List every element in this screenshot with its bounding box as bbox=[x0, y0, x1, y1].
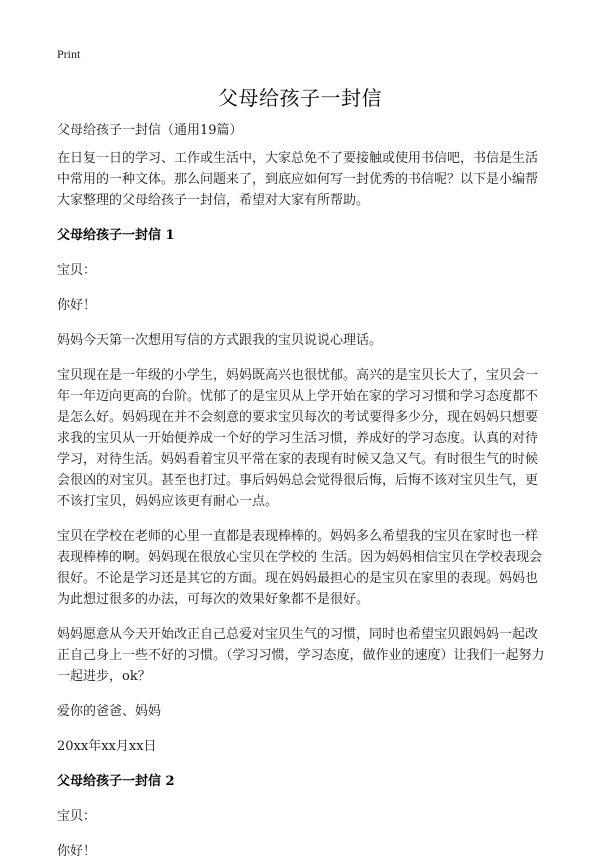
letter-2-greeting: 宝贝： bbox=[57, 809, 97, 824]
letter-2-hello: 你好！ bbox=[57, 844, 97, 859]
letter-1-date: 20xx年xx月xx日 bbox=[57, 739, 157, 754]
print-label: Print bbox=[57, 47, 81, 61]
letter-1-paragraph-4: 妈妈愿意从今天开始改正自己总爱对宝贝生气的习惯，同时也希望宝贝跟妈妈一起改正自己身上一些不好的习惯。（学习习惯，学习态度，做作业的速度）让我们一起努力一起进步，ok？ bbox=[57, 627, 545, 684]
letter-2-heading: 父母给孩子一封信 2 bbox=[57, 774, 175, 789]
document-body bbox=[57, 120, 547, 862]
page-title: 父母给孩子一封信 bbox=[218, 86, 382, 110]
document-subtitle: 父母给孩子一封信（通用19篇） bbox=[57, 123, 243, 138]
letter-1-greeting: 宝贝： bbox=[57, 263, 97, 278]
letter-1-paragraph-1: 妈妈今天第一次想用写信的方式跟我的宝贝说说心理话。 bbox=[57, 333, 383, 348]
letter-1-heading: 父母给孩子一封信 1 bbox=[57, 228, 175, 243]
letter-1-paragraph-3: 宝贝在学校在老师的心里一直都是表现棒棒的。妈妈多么希望我的宝贝在家时也一样表现棒棒的啊。妈妈现在很放心宝贝在学校的 生活。因为妈妈相信宝贝在学校表现会很好。不论是学习还是其它的方面。现在妈妈最担心的是宝贝在家里的表现。妈妈也为此想过很多的办法，可每次的效果好象都不是很好。 bbox=[57, 529, 543, 607]
letter-1-signoff: 爱你的爸爸、妈妈 bbox=[57, 704, 162, 719]
letter-1-paragraph-2: 宝贝现在是一年级的小学生，妈妈既高兴也很忧郁。高兴的是宝贝长大了，宝贝会一年一年迈向更高的台阶。忧郁了的是宝贝从上学开始在家的学习习惯和学习态度都不是怎么好。妈妈现在并不会刻意的要求宝贝每次的考试要得多少分，现在妈妈只想要求我的宝贝从一开始便养成一个好的学习生活习惯，养成好的学习态度。认真的对待学习，对待生活。妈妈看着宝贝平常在家的表现有时候又急又气。有时很生气的时候会很凶的对宝贝。甚至也打过。事后妈妈总会觉得很后悔，后悔不该对宝贝生气，更不该打宝贝，妈妈应该更有耐心一点。 bbox=[57, 368, 539, 509]
letter-1-hello: 你好！ bbox=[57, 298, 97, 313]
intro-paragraph: 在日复一日的学习、工作或生活中，大家总免不了要接触或使用书信吧，书信是生活中常用的一种文体。那么问题来了，到底应如何写一封优秀的书信呢？以下是小编帮大家整理的父母给孩子一封信，希望对大家有所帮助。 bbox=[57, 151, 539, 208]
